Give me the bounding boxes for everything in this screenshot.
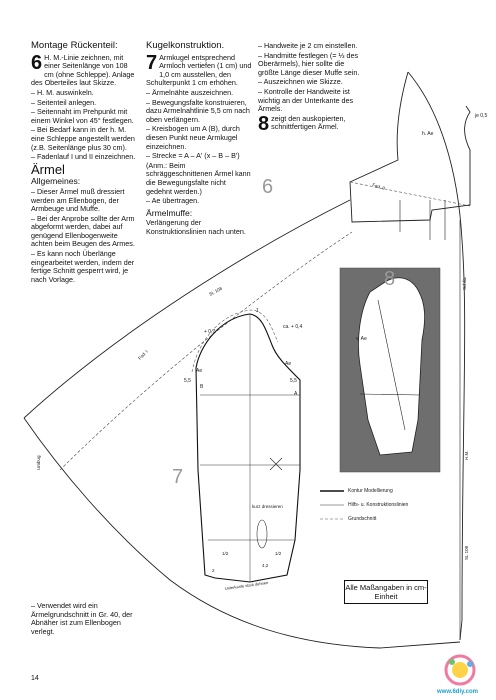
bullet: – Dieser Ärmel muß dressiert werden am Ellenbogen, der Armbeuge und Muffe. xyxy=(31,186,125,214)
svg-text:1: 1 xyxy=(256,308,259,314)
bullet: – H. M. auswinkeln. xyxy=(31,87,94,97)
heading-armel: Ärmel xyxy=(31,161,65,177)
legend-hilfs: Hilfs- u. Konstruktionslinien xyxy=(348,502,409,508)
svg-text:h. Ae: h. Ae xyxy=(422,131,434,137)
heading-muffe: Ärmelmuffe: xyxy=(146,207,193,218)
muffe-text: Verlängerung der Konstruktionslinien nach unten. xyxy=(146,218,246,236)
bullet: – Bei Bedarf kann in der h. M. eine Schleppe angestellt werden (z.B. Seitenlänge plus 30 cm). xyxy=(31,125,135,152)
bullet: – Auszeichnen wie Skizze. xyxy=(258,77,343,87)
fig7-dressieren xyxy=(257,520,267,548)
bodice-dashed xyxy=(350,182,470,206)
watermark-url: www.6diy.com xyxy=(437,689,479,695)
svg-text:Fad. I: Fad. I xyxy=(137,349,149,361)
units-note: Alle Maßangaben in cm-Einheit xyxy=(344,580,428,604)
fig6-number: 6 xyxy=(262,176,274,198)
bodice-outline xyxy=(350,72,470,222)
svg-text:5,5: 5,5 xyxy=(184,378,191,384)
bullet: – Strecke = A – A' (x – B – B') xyxy=(146,151,240,161)
fig7-cross xyxy=(270,458,282,470)
svg-text:A: A xyxy=(294,391,298,397)
legend-grund: Grundschnitt xyxy=(348,516,377,522)
bullet: – Bewegungsfalte konstruieren, dazu Armelnahtlinie 5,5 cm nach oben verlängern. xyxy=(146,97,250,124)
step-6: 6 H. M.-Linie zeichnen, mit einer Seitenlänge von 108 cm (ohne Schleppe). Anlage des Oberteiles laut Skizze. xyxy=(31,51,135,88)
step-number-8: 8 xyxy=(258,112,270,135)
svg-text:Schlitz: Schlitz xyxy=(462,276,467,290)
svg-text:ca. + 0,4: ca. + 0,4 xyxy=(283,324,303,330)
svg-text:Fad. II: Fad. II xyxy=(371,182,386,191)
fig8-number: 8 xyxy=(384,268,396,290)
svg-text:Ae: Ae xyxy=(196,368,203,374)
step-number-7: 7 xyxy=(146,51,158,74)
svg-text:SL 108: SL 108 xyxy=(464,545,469,560)
skirt-dashed xyxy=(60,232,352,470)
page-number: 14 xyxy=(31,675,39,682)
bullet: – Ärmelnähte auszeichnen. xyxy=(146,87,234,97)
svg-text:4,2: 4,2 xyxy=(262,563,269,568)
svg-text:je 0,5: je 0,5 xyxy=(475,113,488,119)
svg-text:1/2: 1/2 xyxy=(275,551,282,556)
svg-text:5,5: 5,5 xyxy=(290,378,297,384)
legend-kontur: Kontur Modellierung xyxy=(348,488,393,494)
heading-montage: Montage Rückenteil: xyxy=(31,40,118,51)
fig7-number: 7 xyxy=(172,466,184,488)
fig7-dashed-cap xyxy=(192,310,278,372)
svg-text:+ 0,7: + 0,7 xyxy=(204,329,216,335)
bullet: – Es kann noch Überlänge eingearbeitet werden, indem der fertige Schnitt gesperrt wird, je nach Vorlage. xyxy=(31,249,135,284)
bullet: – Fadenlauf I und II einzeichnen. xyxy=(31,152,136,162)
fig7-sleeve-outline xyxy=(196,314,300,582)
step-number-6: 6 xyxy=(31,51,43,74)
svg-text:H.M.: H.M. xyxy=(464,450,469,460)
bullet: – Kontrolle der Handweite ist wichtig an der Unterkante des Ärmels. xyxy=(258,86,354,114)
bullet: – Handweite je 2 cm einstellen. xyxy=(258,41,358,50)
svg-text:1/2: 1/2 xyxy=(222,551,229,556)
svg-text:Ae: Ae xyxy=(285,361,292,367)
svg-text:v. Ae: v. Ae xyxy=(356,336,367,342)
footer-note: – Verwendet wird ein Ärmelgrundschnitt in Gr. 40, der Abnäher ist zum Ellenbogen verlegt. xyxy=(31,601,133,636)
bullet: – Ae übertragen. xyxy=(146,196,200,206)
bullet: – Seitennaht im Prehpunkt mit einem Winkel von 45° festlegen. xyxy=(31,107,134,125)
bullet: – Kreisbogen um A (B), durch diesen Punkt neue Armkugel einzeichnen. xyxy=(146,124,240,151)
bullet: – Seitenteil anlegen. xyxy=(31,97,97,107)
step-8: 8 zeigt den auskopierten, schnittfertigen Ärmel. xyxy=(258,112,346,135)
bullet: – Handmitte festlegen (= ⅓ des Oberärmels), hier sollte die größte Länge dieser Muffe sein. xyxy=(258,50,360,77)
bullet: – Bei der Anprobe sollte der Arm abgeformt werden, dabei auf genügend Ellenbogenweite achten beim Beugen des Armes. xyxy=(31,213,135,249)
svg-text:B: B xyxy=(200,384,204,390)
svg-text:SL 108: SL 108 xyxy=(208,285,223,297)
bullet: (Anm.: Beim schräggeschnittenen Ärmel kann die Bewegungsfalte nicht gedehnt werden.) xyxy=(146,160,251,196)
svg-text:kurz dressieren: kurz dressieren xyxy=(252,504,283,509)
heading-allgemeines: Allgemeines: xyxy=(31,176,81,187)
svg-text:Unterkante stark dehnen: Unterkante stark dehnen xyxy=(224,579,269,591)
heading-kugel: Kugelkonstruktion. xyxy=(146,40,225,51)
step-7: 7 Armkugel entsprechend Armloch vertiefen (1 cm) und 1,0 cm ausstellen, den Schulterpunkt 1 cm erhöhen. xyxy=(146,51,252,88)
svg-text:2: 2 xyxy=(212,568,215,573)
svg-text:Umbug: Umbug xyxy=(36,455,41,470)
